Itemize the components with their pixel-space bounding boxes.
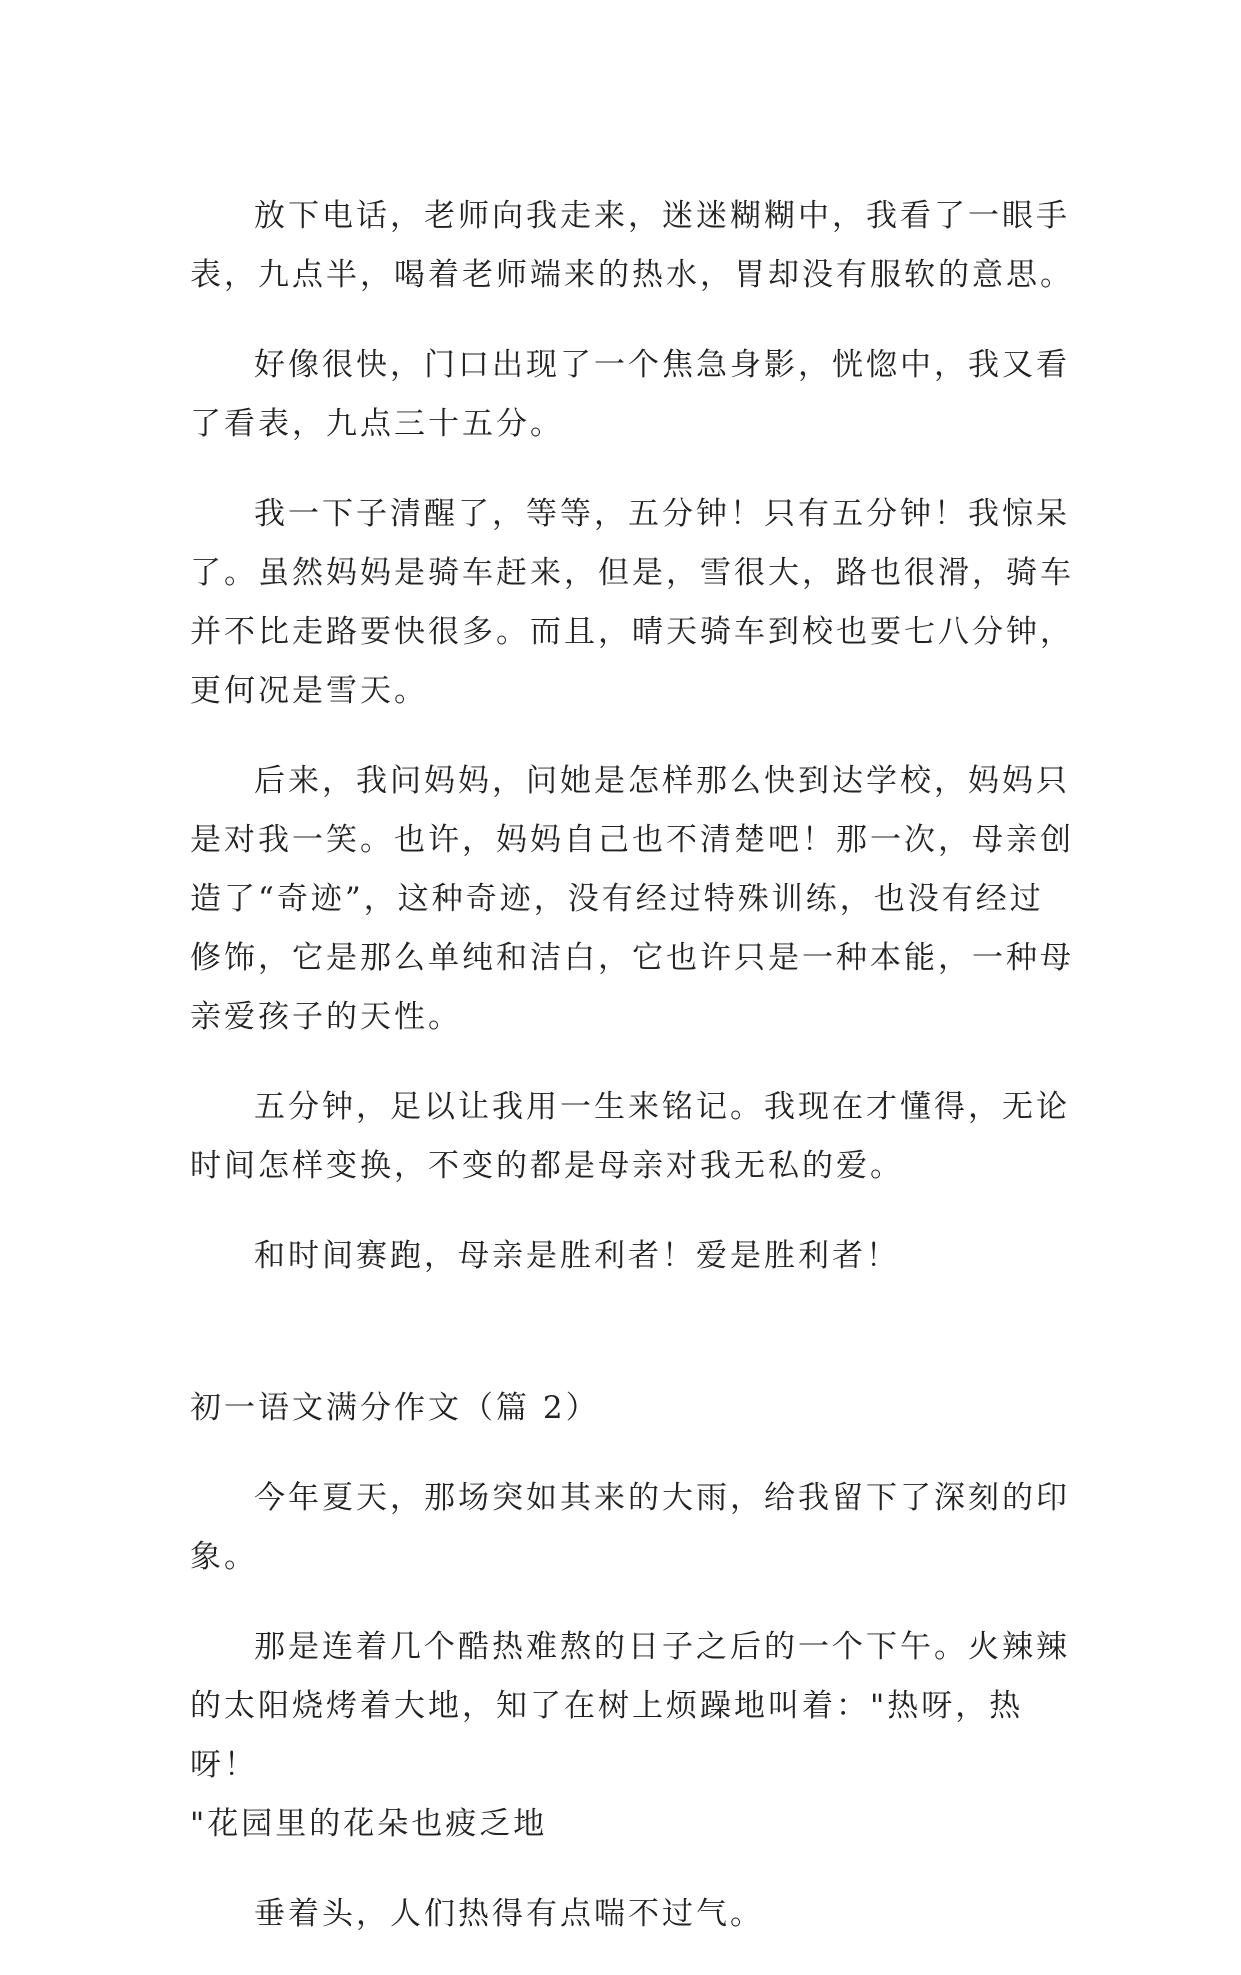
text-line: 好像很快，门口出现了一个焦急身影，恍惚中，我又看 bbox=[254, 347, 1070, 383]
article-1 bbox=[190, 187, 1075, 1286]
article-title: 初一语文满分作文（篇 2） bbox=[190, 1390, 600, 1426]
text-line: 修饰，它是那么单纯和洁白，它也许只是一种本能，一种母 bbox=[190, 940, 1074, 976]
paragraph-1 bbox=[190, 1469, 1075, 1587]
text-line: 了。虽然妈妈是骑车赶来，但是，雪很大，路也很滑，骑车 bbox=[190, 555, 1074, 591]
paragraph-2 bbox=[190, 1618, 1075, 1854]
paragraph-3 bbox=[190, 1885, 1075, 1944]
paragraph-3 bbox=[190, 485, 1075, 721]
document-body bbox=[190, 156, 1075, 1975]
text-line: 垂着头，人们热得有点喘不过气。 bbox=[254, 1896, 764, 1932]
text-line: 时间怎样变换，不变的都是母亲对我无私的爱。 bbox=[190, 1148, 904, 1184]
paragraph-1 bbox=[190, 187, 1075, 305]
text-line: 和时间赛跑，母亲是胜利者！爱是胜利者！ bbox=[254, 1238, 900, 1274]
text-line: 的太阳烧烤着大地，知了在树上烦躁地叫着："热呀，热呀！ bbox=[190, 1688, 1024, 1783]
text-line: 表，九点半，喝着老师端来的热水，胃却没有服软的意思。 bbox=[190, 257, 1074, 293]
text-line: 五分钟，足以让我用一生来铭记。我现在才懂得，无论 bbox=[254, 1089, 1070, 1125]
text-line: 那是连着几个酷热难熬的日子之后的一个下午。火辣辣 bbox=[254, 1629, 1070, 1665]
text-line: 了看表，九点三十五分。 bbox=[190, 406, 564, 442]
text-line: 更何况是雪天。 bbox=[190, 673, 428, 709]
paragraph-4 bbox=[190, 752, 1075, 1047]
section-gap bbox=[190, 1317, 1075, 1379]
paragraph-2 bbox=[190, 336, 1075, 454]
text-line: "花园里的花朵也疲乏地 bbox=[190, 1806, 548, 1842]
text-line: 亲爱孩子的天性。 bbox=[190, 999, 462, 1035]
article-2 bbox=[190, 1379, 1075, 1944]
paragraph-6 bbox=[190, 1227, 1075, 1286]
text-line: 并不比走路要快很多。而且，晴天骑车到校也要七八分钟， bbox=[190, 614, 1074, 650]
text-line: 今年夏天，那场突如其来的大雨，给我留下了深刻的印 bbox=[254, 1480, 1070, 1516]
text-line: 我一下子清醒了，等等，五分钟！只有五分钟！我惊呆 bbox=[254, 496, 1070, 532]
text-line: 放下电话，老师向我走来，迷迷糊糊中，我看了一眼手 bbox=[254, 198, 1070, 234]
text-line: 后来，我问妈妈，问她是怎样那么快到达学校，妈妈只 bbox=[254, 763, 1070, 799]
paragraph-5 bbox=[190, 1078, 1075, 1196]
text-line: 是对我一笑。也许，妈妈自己也不清楚吧！那一次，母亲创 bbox=[190, 822, 1074, 858]
text-line: 象。 bbox=[190, 1539, 258, 1575]
text-line: 造了“奇迹”，这种奇迹，没有经过特殊训练，也没有经过 bbox=[190, 881, 1044, 917]
